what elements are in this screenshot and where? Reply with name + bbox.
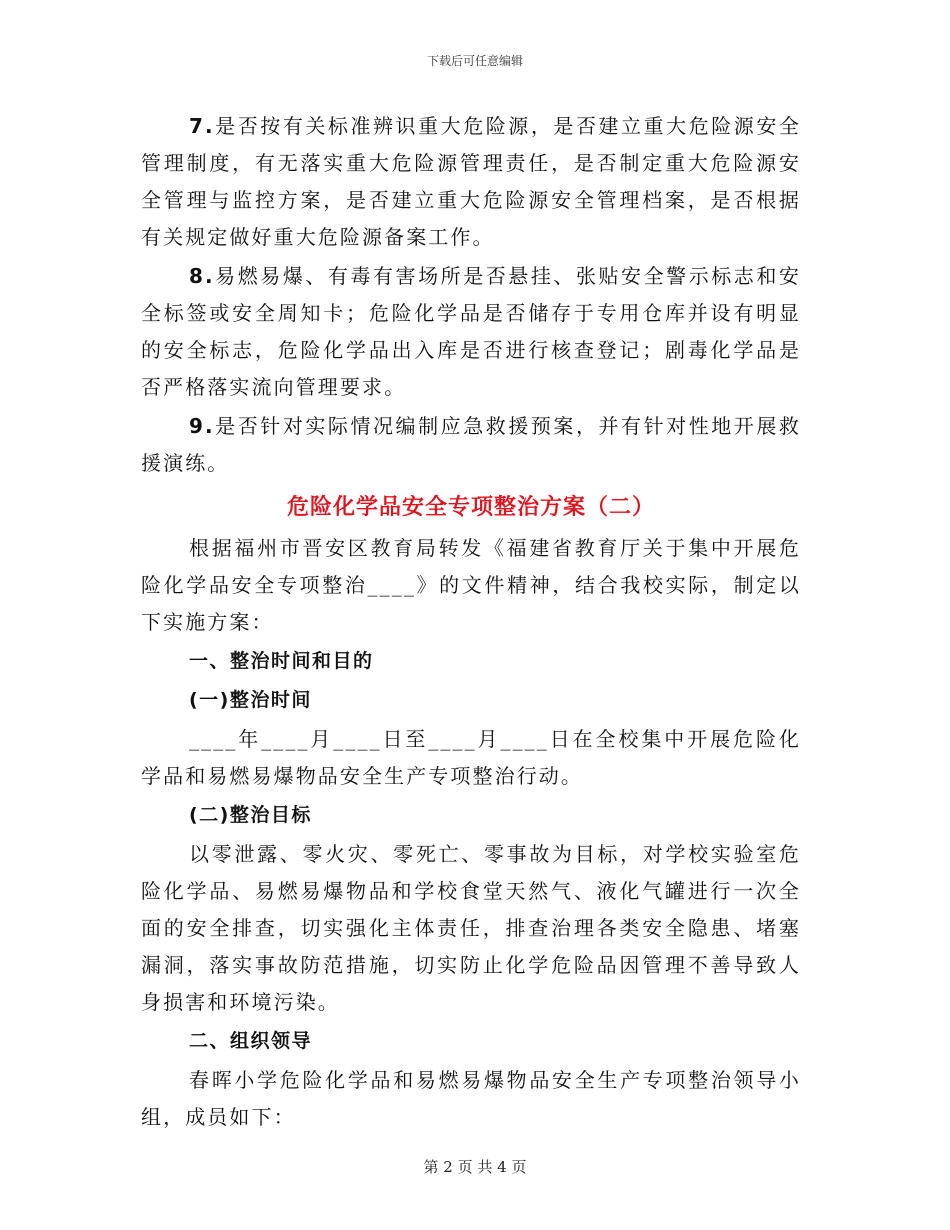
page-header: 下载后可任意编辑 bbox=[426, 54, 523, 68]
item-number: 7. bbox=[189, 114, 215, 138]
item-text: 易燃易爆、有毒有害场所是否悬挂、张贴安全警示标志和安全标签或安全周知卡；危险化学品是否储存于专用仓库并设有明显的安全标志，危险化学品出入库是否进行核查登记；剧毒化学品是否严格落实流向管理要求。 bbox=[141, 264, 801, 399]
list-item-9 bbox=[141, 408, 801, 482]
document-body bbox=[141, 108, 801, 1136]
section-heading-1: 一、整治时间和目的 bbox=[189, 650, 374, 672]
time-paragraph: ____年____月____日至____月____日在全校集中开展危险化学品和易燃易爆物品安全生产专项整治行动。 bbox=[141, 727, 801, 788]
item-number: 8. bbox=[189, 264, 215, 288]
subsection-heading-time: (一)整治时间 bbox=[189, 689, 312, 711]
item-number: 9. bbox=[189, 414, 215, 438]
list-item-8 bbox=[141, 258, 801, 406]
item-text: 是否按有关标准辨识重大危险源，是否建立重大危险源安全管理制度，有无落实重大危险源管理责任，是否制定重大危险源安全管理与监控方案，是否建立重大危险源安全管理档案，是否根据有关规定做好重大危险源备案工作。 bbox=[141, 114, 801, 249]
page-footer: 第 2 页 共 4 页 bbox=[423, 1158, 527, 1176]
list-item-7 bbox=[141, 108, 801, 256]
goal-paragraph: 以零泄露、零火灾、零死亡、零事故为目标，对学校实验室危险化学品、易燃易爆物品和学校食堂天然气、液化气罐进行一次全面的安全排查，切实强化主体责任，排查治理各类安全隐患、堵塞漏洞，落实事故防范措施，切实防止化学危险品因管理不善导致人身损害和环境污染。 bbox=[141, 842, 801, 1014]
document-title: 危险化学品安全专项整治方案（二） bbox=[286, 495, 655, 520]
intro-paragraph: 根据福州市晋安区教育局转发《福建省教育厅关于集中开展危险化学品安全专项整治____》的文件精神，结合我校实际，制定以下实施方案： bbox=[141, 536, 801, 634]
section-heading-2: 二、组织领导 bbox=[189, 1030, 313, 1052]
subsection-heading-goal: (二)整治目标 bbox=[189, 804, 312, 826]
item-text: 是否针对实际情况编制应急救援预案，并有针对性地开展救援演练。 bbox=[141, 414, 801, 475]
leadership-paragraph: 春晖小学危险化学品和易燃易爆物品安全生产专项整治领导小组，成员如下： bbox=[141, 1068, 801, 1129]
